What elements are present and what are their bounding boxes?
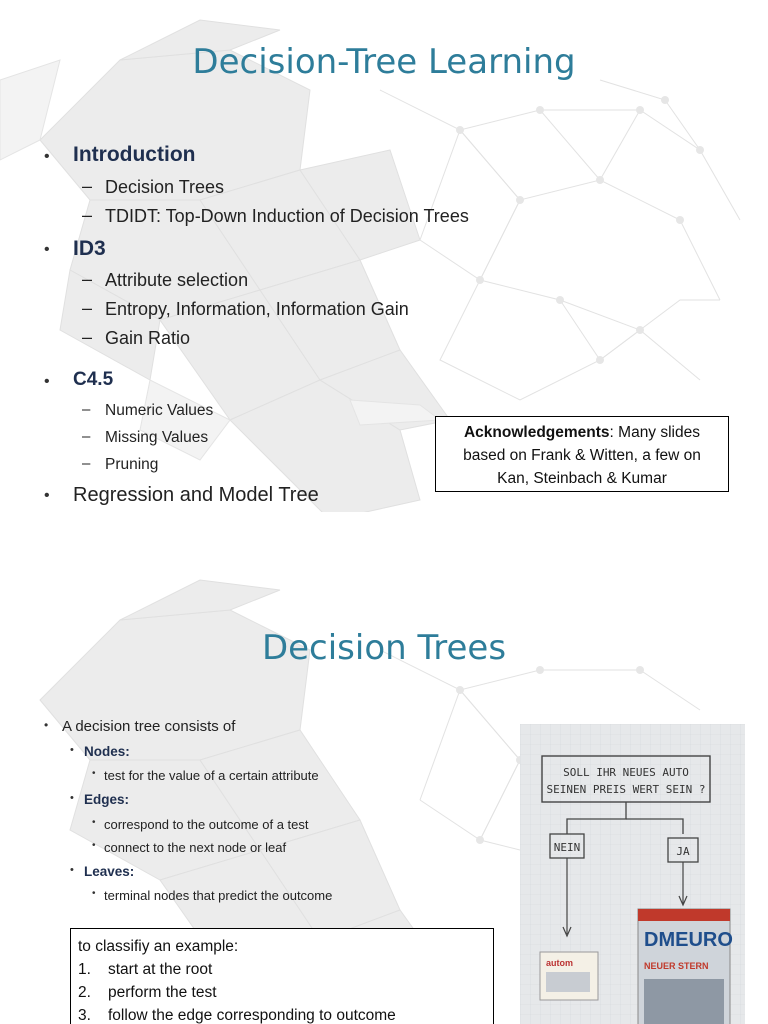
classify-box: to classifiy an example: 1. start at the root 2. perform the test 3. follow the edge corresponding to outcome: [70, 928, 494, 1024]
ack-line2: based on Frank & Witten, a few on: [463, 447, 701, 464]
mag-left-title: autom: [546, 958, 573, 968]
label-edges: Edges:: [84, 792, 130, 807]
bullet-icon: •: [70, 864, 74, 876]
ack-line1: : Many slides: [609, 424, 700, 441]
classify-title: to classifiy an example:: [78, 938, 239, 955]
subitem-numeric-values: Numeric Values: [105, 402, 214, 419]
heading-introduction: Introduction: [73, 143, 196, 166]
poster-drawing: [520, 724, 745, 1024]
slide-2: [0, 560, 768, 1024]
classify-step-2: perform the test: [108, 984, 217, 1001]
ack-line3: Kan, Steinbach & Kumar: [497, 470, 667, 487]
magazine-right: [638, 909, 733, 1024]
slide-title: Decision-Tree Learning: [192, 42, 576, 82]
subitem-pruning: Pruning: [105, 456, 159, 473]
edges-item-2: connect to the next node or leaf: [104, 840, 287, 855]
bullet-icon: •: [44, 487, 50, 504]
subitem-attribute-selection: Attribute selection: [105, 270, 249, 290]
dash-icon: –: [82, 428, 91, 445]
dash-icon: –: [82, 327, 93, 347]
dash-icon: –: [82, 455, 91, 472]
decision-tree-photo: [520, 724, 745, 1024]
acknowledgements-box: [435, 416, 729, 492]
subitem-entropy: Entropy, Information, Information Gain: [105, 299, 409, 319]
bullet-icon: •: [92, 817, 96, 828]
poster-yes: JA: [676, 845, 690, 858]
bullet-icon: •: [92, 768, 96, 779]
bullet-icon: •: [70, 744, 74, 756]
bullet-icon: •: [44, 718, 49, 732]
bullet-icon: •: [44, 373, 50, 390]
subitem-gain-ratio: Gain Ratio: [105, 328, 191, 348]
heading-id3: ID3: [73, 237, 106, 260]
classify-step-1: start at the root: [108, 961, 213, 978]
nodes-item: test for the value of a certain attribute: [104, 768, 319, 783]
dash-icon: –: [82, 401, 91, 418]
heading-regression: Regression and Model Tree: [73, 484, 319, 506]
dash-icon: –: [82, 176, 93, 196]
ack-bold: Acknowledgements: [463, 424, 610, 441]
magazine-left: [540, 952, 598, 1000]
bullet-icon: •: [70, 792, 74, 804]
bullet-icon: •: [92, 840, 96, 851]
subitem-missing-values: Missing Values: [105, 429, 209, 446]
subitem-decision-trees: Decision Trees: [105, 177, 225, 197]
edges-item-1: correspond to the outcome of a test: [104, 817, 309, 832]
classify-step-3: follow the edge corresponding to outcome: [108, 1007, 396, 1024]
bullet-icon: •: [44, 148, 50, 165]
dash-icon: –: [82, 269, 93, 289]
bullet-icon: •: [92, 888, 96, 899]
poster-no: NEIN: [553, 841, 581, 854]
poster-question-1: SOLL IHR NEUES AUTO: [563, 766, 689, 779]
intro-text: A decision tree consists of: [62, 718, 236, 735]
bullet-icon: •: [44, 241, 50, 258]
subitem-tdidt: TDIDT: Top-Down Induction of Decision Trees: [105, 206, 469, 226]
leaves-item: terminal nodes that predict the outcome: [104, 888, 333, 903]
heading-c45: C4.5: [73, 369, 114, 390]
mag-right-sub: NEUER STERN: [644, 961, 709, 971]
dash-icon: –: [82, 298, 93, 318]
poster-question-2: SEINEN PREIS WERT SEIN ?: [546, 783, 706, 796]
label-leaves: Leaves:: [84, 864, 135, 879]
label-nodes: Nodes:: [84, 744, 130, 759]
dash-icon: –: [82, 205, 93, 225]
mag-right-title: DMEURO: [644, 929, 733, 951]
slide-title: Decision Trees: [261, 628, 507, 668]
